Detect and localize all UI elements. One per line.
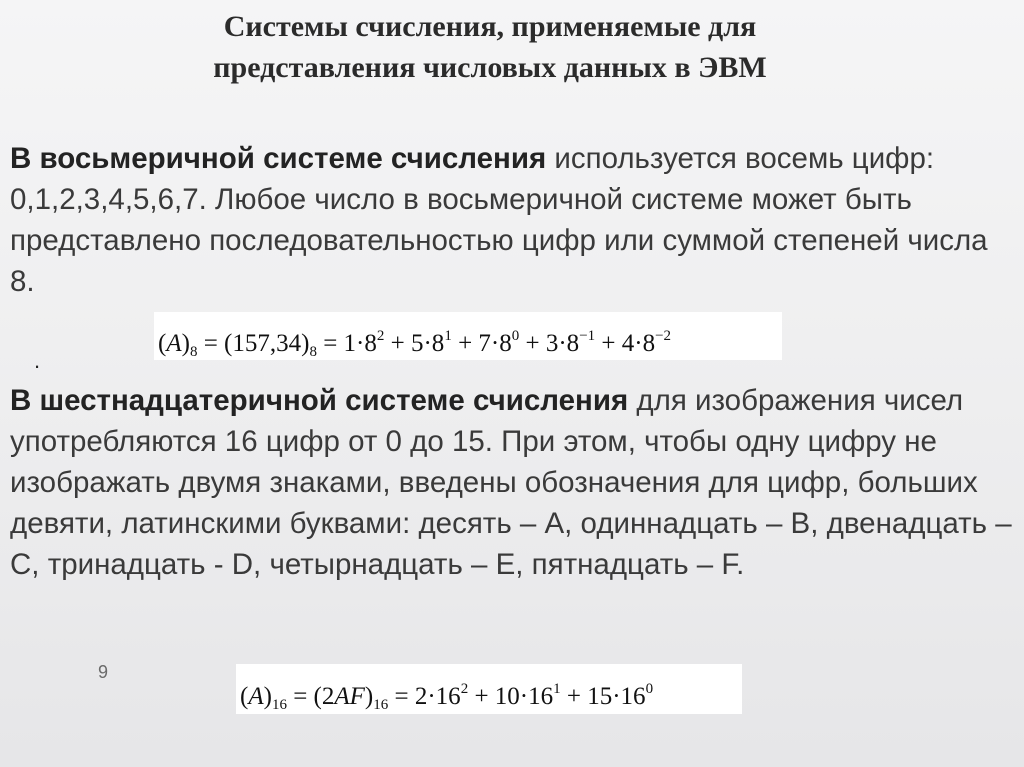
hex-term: В шестнадцатеричной системе счисления [10, 384, 629, 417]
octal-formula: $(A)_8 = (157,34)_8 = 1\cdot 8^2 + 5\cdot 8^1 + 7\cdot 8^0 + 3\cdot 8^{-1} + 4\cdot 8^{-2}$ [154, 312, 782, 360]
hex-formula: $(A)_{16} = (2AF)_{16} = 2\cdot 16^2 + 10\cdot 16^1 + 15\cdot 16^0$ [236, 664, 742, 714]
slide-title [80, 6, 900, 88]
hex-description: для изображения чисел употребляются 16 цифр от 0 до 15. При этом, чтобы одну цифру не изображать двумя знаками, введены обозначения для цифр, больших девяти, латинскими буквами: десять – A, одиннадцать – B, двенадцать – C, тринадцать - D, четырнадцать – E, пятнадцать – F. [10, 384, 1012, 581]
slide-title-line-1: Системы счисления, применяемые для [223, 10, 757, 43]
octal-description: используется восемь цифр: 0,1,2,3,4,5,6,7. Любое число в восьмеричной системе может быть представлено последовательностью цифр или суммой степеней числа 8. [10, 142, 988, 298]
stray-dot: . [34, 348, 41, 373]
octal-term: В восьмеричной системе счисления [10, 142, 547, 175]
page-number: 9 [98, 662, 109, 682]
hex-paragraph [10, 380, 1015, 585]
slide-title-line-2: представления числовых данных в ЭВМ [213, 51, 767, 84]
octal-paragraph [10, 138, 1015, 302]
